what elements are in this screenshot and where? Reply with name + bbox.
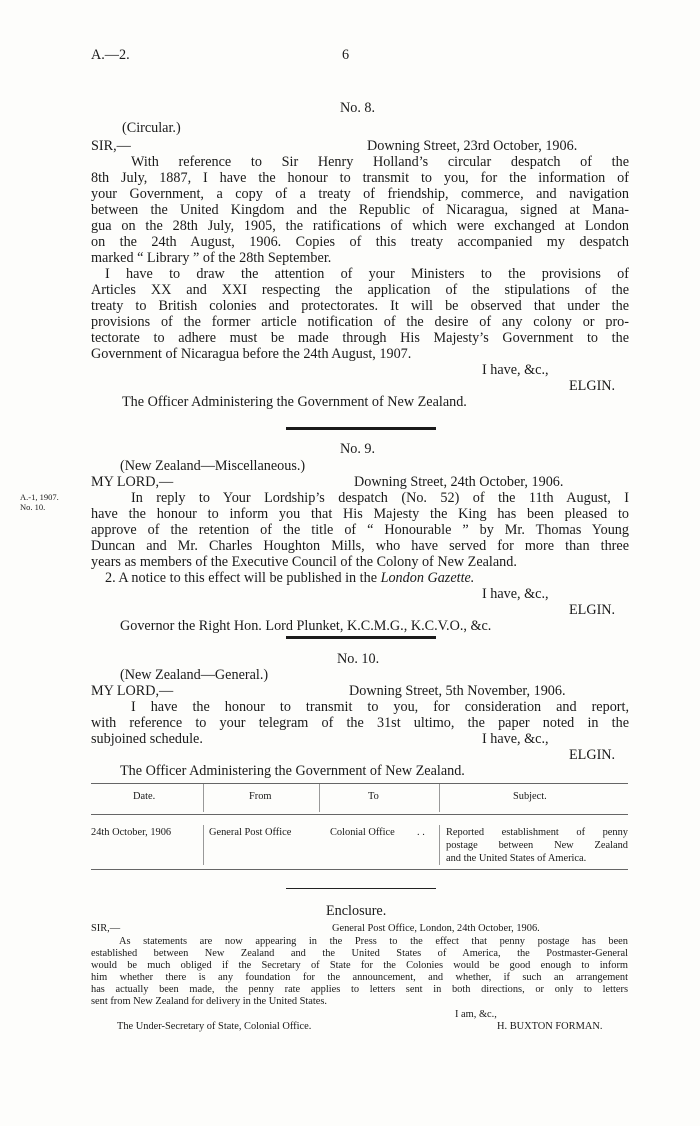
text-line: I have the honour to transmit to you, for consideration and report, xyxy=(131,699,629,715)
place-date: General Post Office, London, 24th October, 1906. xyxy=(332,923,540,934)
closing: I am, &c., xyxy=(455,1009,497,1020)
text-line: him whether there is any foundation for the announcement, and whether, if such an arrangement xyxy=(91,972,628,983)
enclosure-title: Enclosure. xyxy=(326,903,387,919)
signature: H. BUXTON FORMAN. xyxy=(497,1021,603,1032)
table-header: Subject. xyxy=(513,791,547,802)
paragraph xyxy=(91,699,629,731)
text-line: has actually been made, the penny rate applies to letters sent in both directions, or only to letters xyxy=(91,984,628,995)
column-divider xyxy=(439,784,440,812)
page-number: 6 xyxy=(342,47,350,63)
text-line: have the honour to inform you that His Majesty the King has been pleased to xyxy=(91,506,629,522)
table-header: From xyxy=(249,791,272,802)
paragraph xyxy=(91,490,629,570)
text-line: tectorate to adhere must be made through His Majesty’s Government to the xyxy=(91,330,629,346)
addressee: The Officer Administering the Government of New Zealand. xyxy=(120,763,465,779)
paragraph xyxy=(91,936,628,1008)
text-line: established between New Zealand and the United States of America, the Postmaster-General xyxy=(91,948,628,959)
text-line: would be much obliged if the Secretary of State for the Colonies would be good enough to inform xyxy=(91,960,628,971)
signature: ELGIN. xyxy=(569,602,616,618)
section-divider xyxy=(286,888,436,889)
paragraph xyxy=(91,266,629,362)
text-line: marked “ Library ” of the 28th September. xyxy=(91,250,332,266)
text-line: In reply to Your Lordship’s despatch (No. 52) of the 11th August, I xyxy=(131,490,629,506)
row-to: Colonial Office xyxy=(330,827,395,838)
addressee: The Under-Secretary of State, Colonial Office. xyxy=(117,1021,312,1032)
salutation: SIR,— xyxy=(91,923,121,934)
signature: ELGIN. xyxy=(569,747,616,763)
margin-reference: No. 10. xyxy=(20,502,46,512)
paragraph xyxy=(105,570,474,586)
row-subject-line: and the United States of America. xyxy=(446,853,587,864)
text-line: I have to draw the attention of your Ministers to the provisions of xyxy=(105,266,629,282)
text-line: As statements are now appearing in the Press to the effect that penny postage has been xyxy=(119,936,628,947)
text-line: gua on the 28th July, 1905, the ratifications of which were exchanged at London xyxy=(91,218,629,234)
publication-title: London Gazette. xyxy=(380,570,475,586)
closing: I have, &c., xyxy=(482,731,549,747)
salutation: MY LORD,— xyxy=(91,474,174,490)
addressee: Governor the Right Hon. Lord Plunket, K.C.M.G., K.C.V.O., &c. xyxy=(120,618,492,634)
despatch-number: No. 9. xyxy=(340,441,376,457)
doc-reference: A.—2. xyxy=(91,47,130,63)
column-divider xyxy=(203,825,204,865)
row-subject-line: Reported establishment of penny xyxy=(446,827,628,838)
text-line: with reference to your telegram of the 31st ultimo, the paper noted in the xyxy=(91,715,629,731)
section-divider xyxy=(286,636,436,639)
text-line: With reference to Sir Henry Holland’s circular despatch of the xyxy=(131,154,629,170)
despatch-category: (New Zealand—General.) xyxy=(120,667,269,683)
table-rule xyxy=(91,869,628,870)
text-line: 2. A notice to this effect will be published in the xyxy=(105,570,381,586)
signature: ELGIN. xyxy=(569,378,616,394)
despatch-number: No. 10. xyxy=(337,651,380,667)
text-line: on the 24th August, 1906. Copies of this treaty accompanied my despatch xyxy=(91,234,629,250)
text-line: between the United Kingdom and the Republic of Nicaragua, signed at Mana- xyxy=(91,202,629,218)
salutation: SIR,— xyxy=(91,138,131,154)
text-line: Duncan and Mr. Charles Houghton Mills, who have served for more than three xyxy=(91,538,629,554)
row-from: General Post Office xyxy=(209,827,292,838)
salutation: MY LORD,— xyxy=(91,683,174,699)
closing: I have, &c., xyxy=(482,362,549,378)
dot-leader: . . xyxy=(417,827,425,838)
place-date: Downing Street, 5th November, 1906. xyxy=(349,683,566,699)
table-header: To xyxy=(368,791,379,802)
text-line: Government of Nicaragua before the 24th August, 1907. xyxy=(91,346,412,362)
despatch-category: (New Zealand—Miscellaneous.) xyxy=(120,458,306,474)
table-rule xyxy=(91,783,628,784)
row-subject-line: postage between New Zealand xyxy=(446,840,628,851)
column-divider xyxy=(203,784,204,812)
row-date: 24th October, 1906 xyxy=(91,827,172,838)
paragraph xyxy=(91,154,629,266)
text-line: approve of the retention of the title of “ Honourable ” by Mr. Thomas Young xyxy=(91,522,629,538)
addressee: The Officer Administering the Government of New Zealand. xyxy=(122,394,467,410)
margin-reference: A.-1, 1907. xyxy=(20,492,59,502)
despatch-category: (Circular.) xyxy=(122,120,181,136)
place-date: Downing Street, 24th October, 1906. xyxy=(354,474,564,490)
text-line: 8th July, 1887, I have the honour to transmit to you, for the information of xyxy=(91,170,629,186)
text-line: sent from New Zealand for delivery in the United States. xyxy=(91,996,328,1007)
text-line: years as members of the Executive Council of the Colony of New Zealand. xyxy=(91,554,517,570)
text-line: subjoined schedule. xyxy=(91,731,203,747)
text-line: Articles XX and XXI respecting the application of the stipulations of the xyxy=(91,282,629,298)
text-line: your Government, a copy of a treaty of friendship, commerce, and navigation xyxy=(91,186,629,202)
column-divider xyxy=(319,784,320,812)
despatch-number: No. 8. xyxy=(340,100,376,116)
table-rule xyxy=(91,814,628,815)
place-date: Downing Street, 23rd October, 1906. xyxy=(367,138,578,154)
column-divider xyxy=(439,825,440,865)
text-line: treaty to British colonies and protectorates. It will be observed that under the xyxy=(91,298,629,314)
table-header: Date. xyxy=(133,791,156,802)
closing: I have, &c., xyxy=(482,586,549,602)
text-line: provisions of the former article notification of the desire of any colony or pro- xyxy=(91,314,629,330)
section-divider xyxy=(286,427,436,430)
